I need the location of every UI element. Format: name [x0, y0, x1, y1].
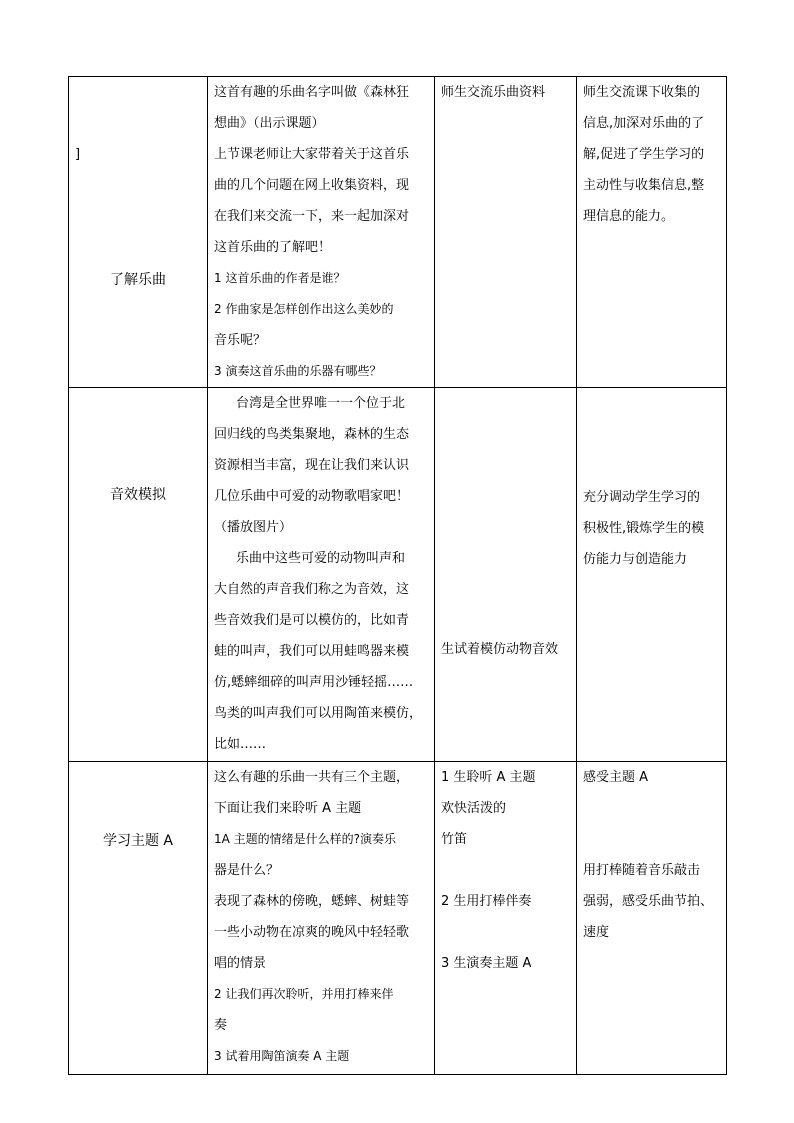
teacher-line: 唱的情景 — [214, 956, 267, 971]
lesson-plan-table — [68, 76, 727, 1075]
intent-line: 用打棒随着音乐敲击 — [583, 863, 701, 878]
teacher-line: 奏 — [214, 1018, 228, 1033]
teacher-line: 表现了森林的傍晚，蟋蟀、树蛙等 — [214, 894, 410, 909]
teacher-activity-cell — [208, 762, 435, 1075]
teacher-line: 资源相当丰富，现在让我们来认识 — [214, 458, 410, 473]
stage-cell — [69, 77, 208, 388]
teacher-line: 1A 主题的情绪是什么样的?演奏乐 — [214, 832, 397, 846]
teacher-line: 回归线的鸟类集聚地，森林的生态 — [214, 427, 410, 442]
bracket-mark: ] — [75, 147, 81, 162]
spacer — [583, 793, 720, 824]
student-line: 欢快活泼的 — [441, 801, 507, 816]
intent-line: 仿能力与创造能力 — [583, 552, 688, 567]
teacher-line: 几位乐曲中可爱的动物歌唱家吧！ — [214, 489, 410, 504]
student-activity-cell — [435, 388, 577, 762]
teacher-line: 想曲》（出示课题） — [214, 116, 325, 131]
teacher-line: 曲的几个问题在网上收集资料，现 — [214, 178, 410, 193]
teacher-line: 器是什么？ — [214, 863, 280, 878]
table-row — [69, 77, 727, 388]
teacher-line: 2 让我们再次聆听，并用打棒来伴 — [214, 987, 394, 1001]
spacer — [583, 824, 720, 855]
teacher-line: 些音效我们是可以模仿的，比如青 — [214, 613, 410, 628]
intent-line: 感受主题 A — [583, 770, 649, 785]
teacher-line: 这么有趣的乐曲一共有三个主题， — [214, 770, 410, 785]
teacher-line: 3 演奏这首乐曲的乐器有哪些？ — [214, 364, 382, 378]
teacher-line: 下面让我们来聆听 A 主题 — [214, 801, 362, 816]
teacher-line: 这首乐曲的了解吧！ — [214, 240, 332, 255]
design-intent-cell — [577, 77, 727, 388]
teacher-line: 蛙的叫声，我们可以用蛙鸣器来模 — [214, 644, 410, 659]
teacher-line: 上节课老师让大家带着关于这首乐 — [214, 147, 410, 162]
stage-label: 了解乐曲 — [110, 272, 166, 288]
student-line: 竹笛 — [441, 832, 468, 847]
student-line: 2 生用打棒伴奏 — [441, 894, 532, 909]
teacher-line: 大自然的声音我们称之为音效，这 — [214, 582, 410, 597]
design-intent-cell — [577, 388, 727, 762]
stage-cell — [69, 762, 208, 1075]
teacher-line: 台湾是全世界唯一一个位于北 — [236, 396, 406, 411]
teacher-activity-cell — [208, 77, 435, 388]
table-row — [69, 762, 727, 1075]
student-activity-cell — [435, 77, 577, 388]
student-line: 生试着模仿动物音效 — [441, 642, 559, 657]
teacher-line: 比如…… — [214, 737, 267, 752]
teacher-line: 音乐呢？ — [214, 333, 267, 348]
teacher-line: 1 这首乐曲的作者是谁？ — [214, 271, 346, 285]
teacher-line: 乐曲中这些可爱的动物叫声和 — [236, 551, 406, 566]
intent-line: 主动性与收集信息,整 — [583, 178, 705, 193]
intent-line: 师生交流课下收集的 — [583, 85, 701, 100]
student-activity-cell — [435, 762, 577, 1075]
teacher-line: 仿,蟋蟀细碎的叫声用沙锤轻摇…… — [214, 675, 414, 690]
spacer — [441, 855, 570, 886]
teacher-activity-cell — [208, 388, 435, 762]
design-intent-cell — [577, 762, 727, 1075]
intent-line: 强弱，感受乐曲节拍、 — [583, 894, 714, 909]
stage-label: 音效模拟 — [110, 487, 166, 503]
table-row — [69, 388, 727, 762]
student-line: 1 生聆听 A 主题 — [441, 770, 536, 785]
intent-line: 速度 — [583, 925, 610, 940]
teacher-line: 这首有趣的乐曲名字叫做《森林狂 — [214, 85, 410, 100]
intent-line: 充分调动学生学习的 — [583, 490, 701, 505]
spacer — [441, 917, 570, 948]
teacher-line: 鸟类的叫声我们可以用陶笛来模仿， — [214, 706, 423, 721]
teacher-line: 3 试着用陶笛演奏 A 主题 — [214, 1049, 350, 1063]
intent-line: 积极性,锻炼学生的模 — [583, 521, 705, 536]
student-line: 师生交流乐曲资料 — [441, 85, 546, 100]
teacher-line: 2 作曲家是怎样创作出这么美妙的 — [214, 302, 394, 316]
teacher-line: 在我们来交流一下，来一起加深对 — [214, 209, 410, 224]
stage-cell — [69, 388, 208, 762]
student-line: 3 生演奏主题 A — [441, 956, 532, 971]
intent-line: 理信息的能力。 — [583, 209, 675, 224]
intent-line: 信息,加深对乐曲的了 — [583, 116, 705, 131]
intent-line: 解,促进了学生学习的 — [583, 147, 705, 162]
teacher-line: （播放图片） — [214, 520, 293, 535]
stage-label: 学习主题 A — [102, 833, 174, 849]
teacher-line: 一些小动物在凉爽的晚风中轻轻歌 — [214, 925, 410, 940]
